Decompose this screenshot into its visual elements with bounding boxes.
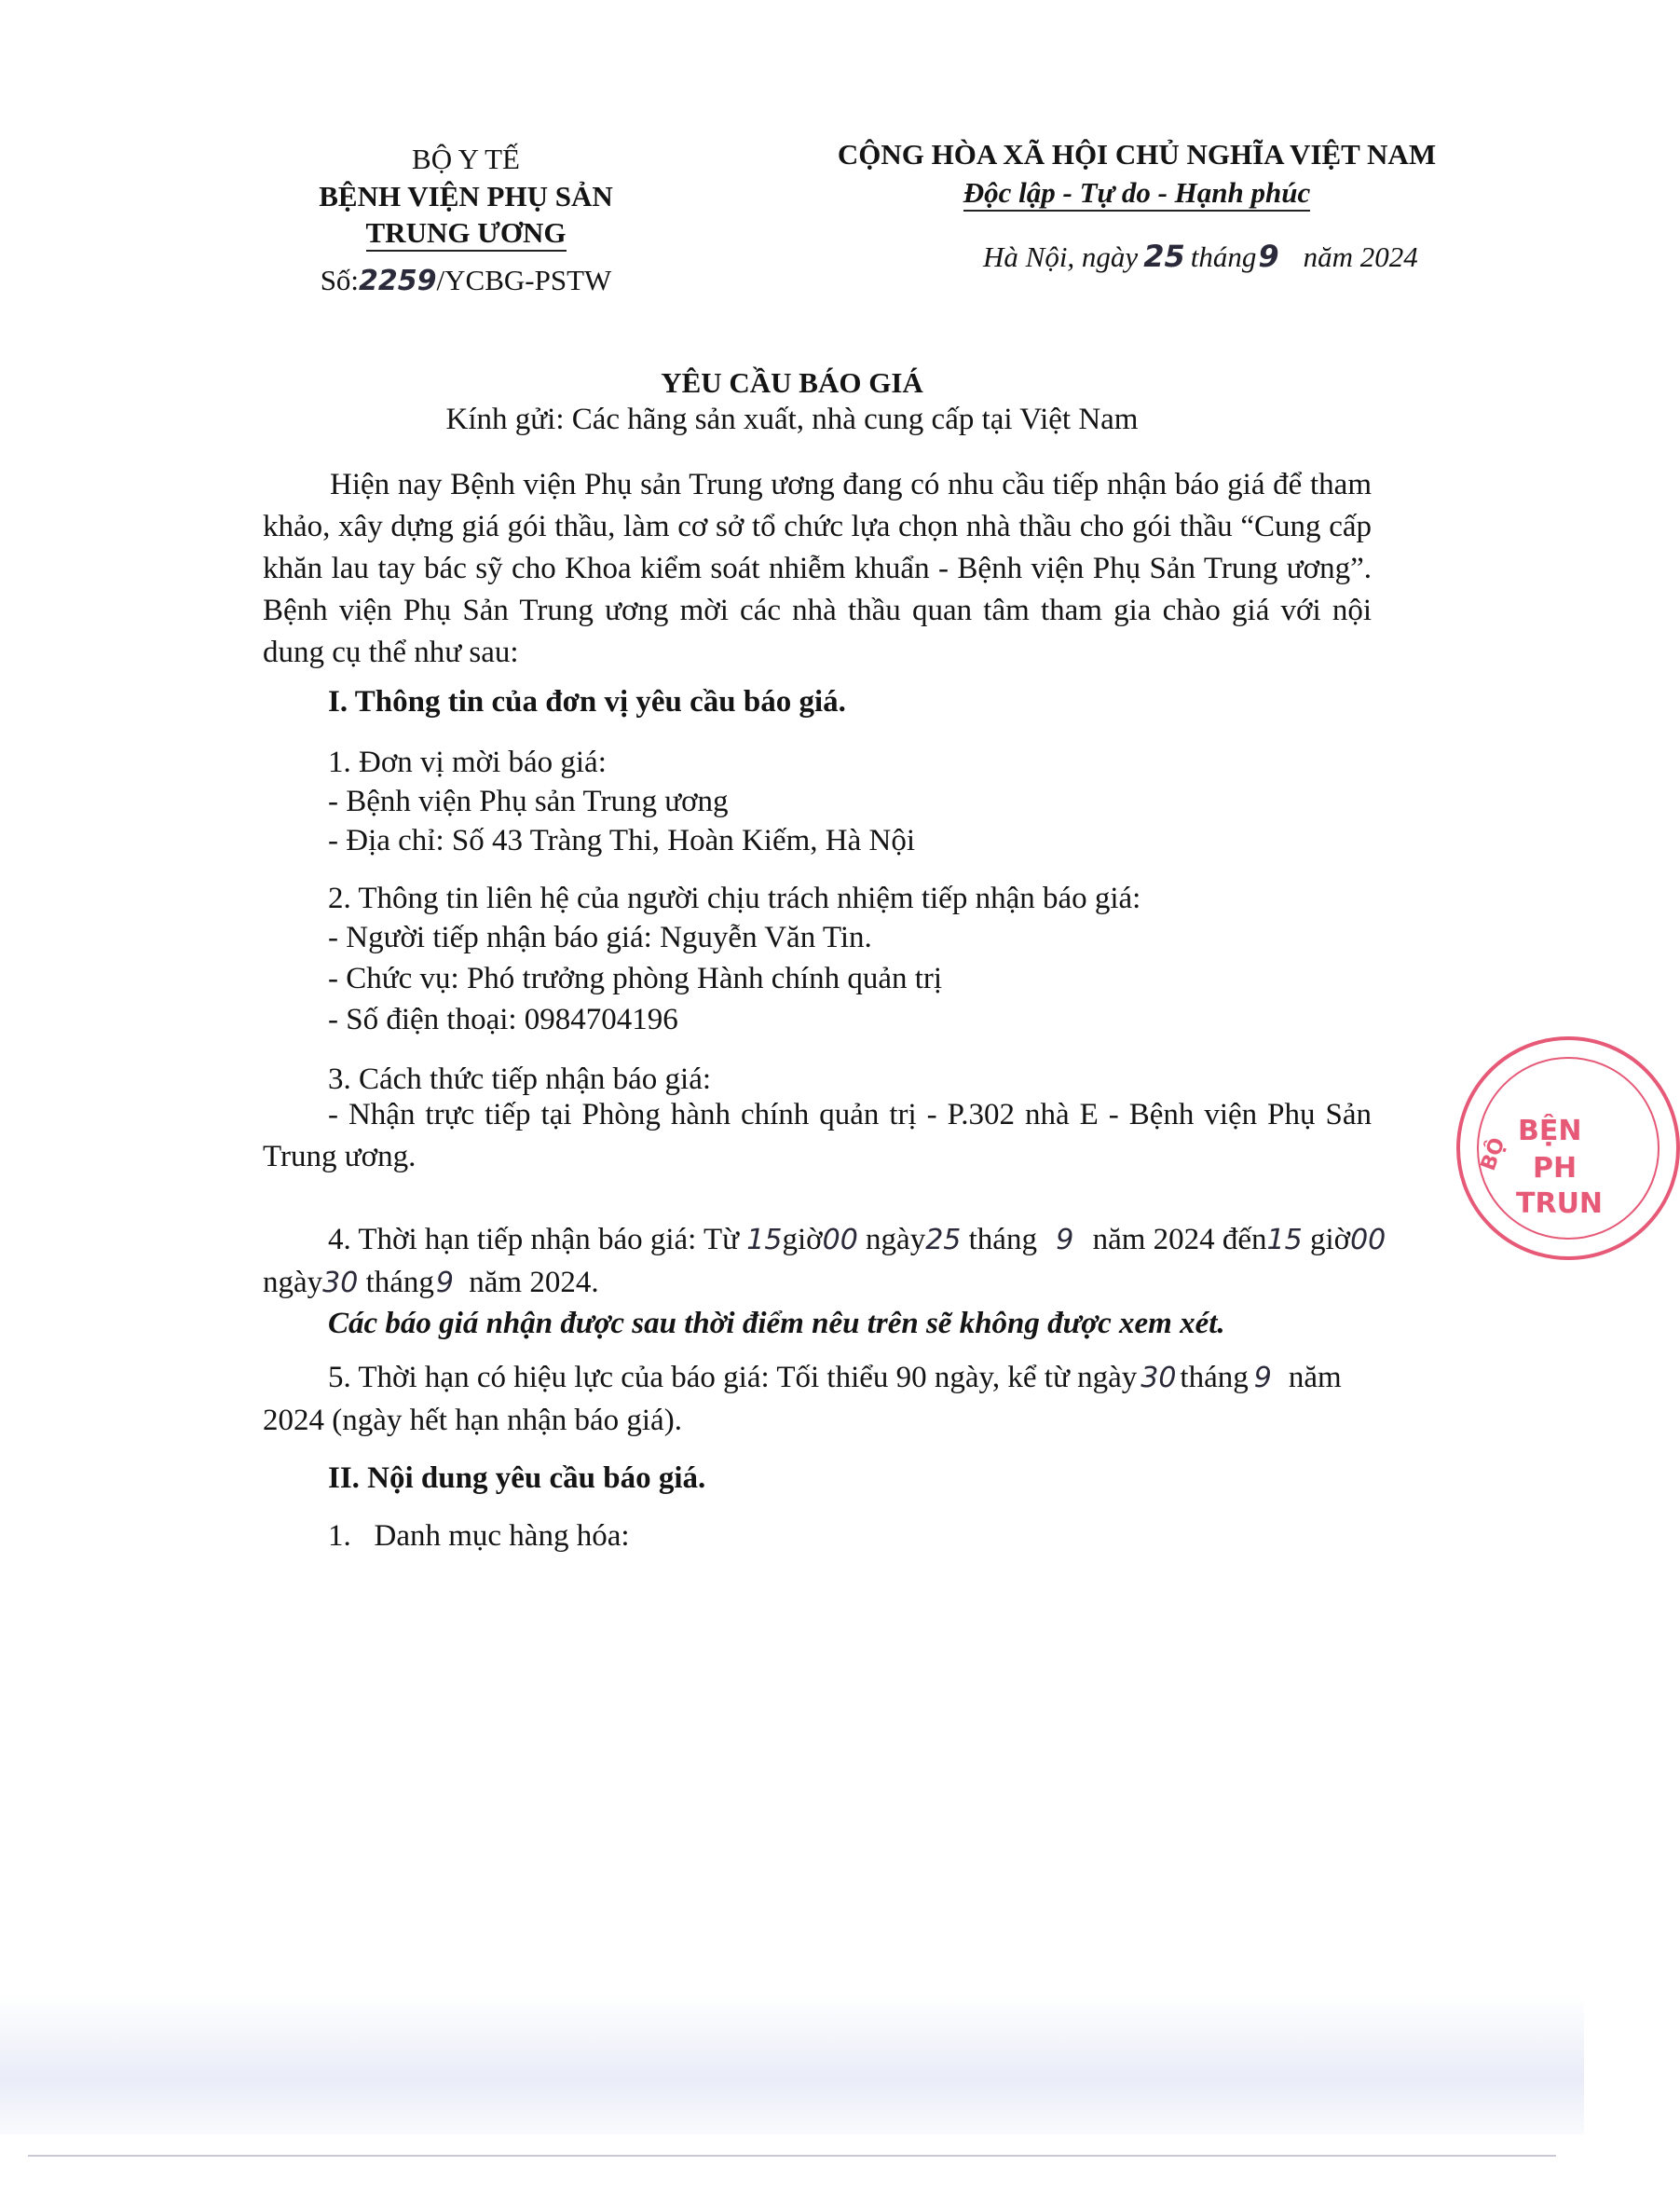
- section1-item1-line2: - Địa chỉ: Số 43 Tràng Thi, Hoàn Kiếm, Hà Nội: [328, 824, 916, 857]
- scan-edge-line: [28, 2155, 1556, 2157]
- section1-item4-line2: ngày30 tháng9 năm 2024.: [263, 1266, 599, 1299]
- document-title: YÊU CẦU BÁO GIÁ: [661, 366, 923, 399]
- document-date: Hà Nội, ngày 25 tháng9 năm 2024: [983, 239, 1418, 274]
- section1-heading: I. Thông tin của đơn vị yêu cầu báo giá.: [328, 685, 846, 719]
- seal-text-top: BỆN: [1518, 1115, 1582, 1147]
- date-day-handwritten: 25: [1143, 239, 1185, 274]
- section1-item2-line1: - Người tiếp nhận báo giá: Nguyễn Văn Tin.: [328, 921, 872, 954]
- section2-item1: 1. Danh mục hàng hóa:: [328, 1519, 630, 1553]
- item5-month: 9: [1253, 1362, 1272, 1394]
- item4-end-minute: 00: [1350, 1224, 1386, 1256]
- item4-start-minute: 00: [822, 1224, 858, 1256]
- country-name: CỘNG HÒA XÃ HỘI CHỦ NGHĨA VIỆT NAM: [837, 138, 1437, 171]
- item4-start-day: 25: [925, 1224, 962, 1256]
- seal-text-side: BỘ: [1476, 1134, 1510, 1174]
- section1-item5-line1: 5. Thời hạn có hiệu lực của báo giá: Tối thiểu 90 ngày, kể từ ngày 30 tháng 9 năm: [328, 1361, 1342, 1394]
- section1-item5-line2: 2024 (ngày hết hạn nhận báo giá).: [263, 1404, 682, 1437]
- section1-item1-title: 1. Đơn vị mời báo giá:: [328, 746, 607, 779]
- item5-day: 30: [1140, 1362, 1177, 1394]
- item4-end-hour: 15: [1266, 1224, 1303, 1256]
- late-quote-note: Các báo giá nhận được sau thời điểm nêu trên sẽ không được xem xét.: [328, 1307, 1225, 1340]
- section1-item1-line1: - Bệnh viện Phụ sản Trung ương: [328, 785, 729, 818]
- item4-end-month: 9: [435, 1267, 455, 1299]
- hospital-name-line1: BỆNH VIỆN PHỤ SẢN: [319, 180, 613, 212]
- document-number-handwritten: 2259: [359, 265, 437, 297]
- section1-item2-title: 2. Thông tin liên hệ của người chịu trách nhiệm tiếp nhận báo giá:: [328, 882, 1141, 915]
- ministry-name: BỘ Y TẾ: [412, 143, 520, 175]
- recipient-line: Kính gửi: Các hãng sản xuất, nhà cung cấp tại Việt Nam: [445, 403, 1139, 436]
- section2-heading: II. Nội dung yêu cầu báo giá.: [328, 1461, 706, 1495]
- document-number: Số:2259/YCBG-PSTW: [320, 264, 612, 297]
- header-right: [820, 135, 1454, 217]
- item4-end-day: 30: [322, 1267, 359, 1299]
- section1-item4-line1: 4. Thời hạn tiếp nhận báo giá: Từ 15giờ00 ngày25 tháng 9 năm 2024 đến15 giờ00: [328, 1223, 1386, 1256]
- section1-item2-line3: - Số điện thoại: 0984704196: [328, 1003, 678, 1036]
- section1-item3-body: - Nhận trực tiếp tại Phòng hành chính quản trị - P.302 nhà E - Bệnh viện Phụ Sản Trung ương.: [263, 1098, 1372, 1173]
- hospital-name-line2: TRUNG ƯƠNG: [366, 216, 567, 252]
- hospital-seal: [1456, 1036, 1680, 1260]
- seal-text-bottom: TRUN: [1516, 1187, 1604, 1220]
- section1-item2-line2: - Chức vụ: Phó trưởng phòng Hành chính quản trị: [328, 962, 943, 995]
- intro-paragraph: Hiện nay Bệnh viện Phụ sản Trung ương đang có nhu cầu tiếp nhận báo giá để tham khảo, xây dựng giá gói thầu, làm cơ sở tổ chức lựa chọn nhà thầu cho gói thầu “Cung cấp khăn lau tay bác sỹ cho Khoa kiểm soát nhiễm khuẩn - Bệnh viện Phụ Sản Trung ương”. Bệnh viện Phụ Sản Trung ương mời các nhà thầu quan tâm tham gia chào giá với nội dung cụ thể như sau:: [263, 468, 1372, 669]
- national-motto: Độc lập - Tự do - Hạnh phúc: [963, 176, 1311, 212]
- header-left: [280, 140, 652, 303]
- section1-item3-title: 3. Cách thức tiếp nhận báo giá:: [328, 1062, 712, 1096]
- item4-start-hour: 15: [746, 1224, 783, 1256]
- seal-text-middle: PH: [1533, 1152, 1578, 1185]
- date-month-handwritten: 9: [1258, 239, 1279, 274]
- scan-shadow: [0, 1995, 1584, 2134]
- item4-start-month: 9: [1056, 1224, 1074, 1256]
